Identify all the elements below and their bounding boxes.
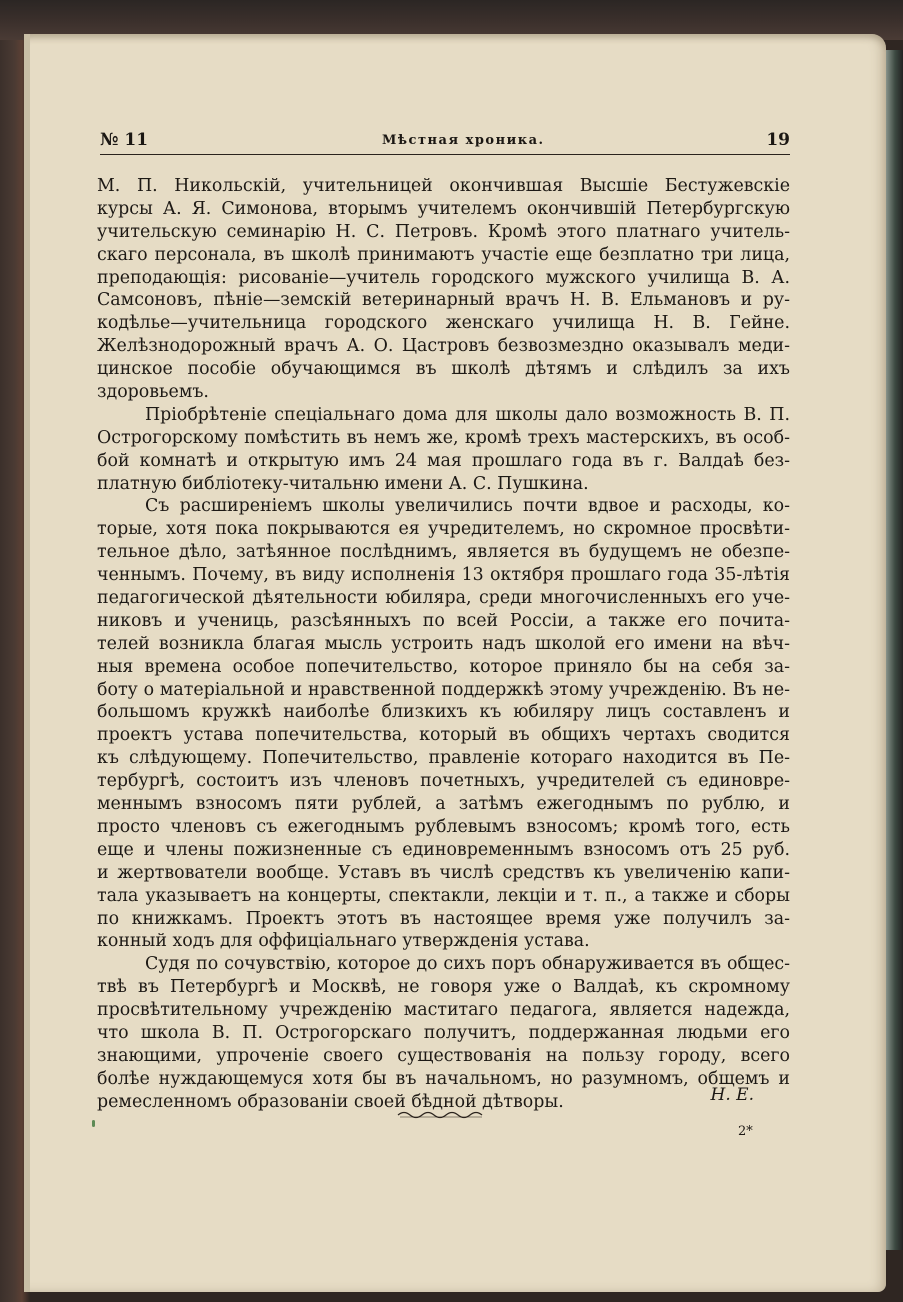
text-line: тельное дѣло, затѣянное послѣднимъ, является въ будущемъ не обезпе- bbox=[97, 542, 790, 563]
text-line: здоровьемъ. bbox=[97, 382, 209, 403]
text-line: по книжкамъ. Проектъ этотъ въ настоящее время уже получилъ за- bbox=[97, 908, 790, 929]
text-line: никовъ и учениць, разсѣянныхъ по всей Россіи, а также его почита- bbox=[97, 610, 790, 631]
section-title: Мѣстная хроника. bbox=[382, 133, 545, 148]
page-number: 19 bbox=[766, 130, 790, 150]
text-line: скаго персонала, въ школѣ принимаютъ участіе еще безплатно три лица, bbox=[97, 244, 790, 265]
text-line: тала указываетъ на концерты, спектакли, лекціи и т. п., а также и сборы bbox=[97, 885, 790, 906]
text-line: конный ходъ для оффиціальнаго утвержденія устава. bbox=[97, 931, 590, 952]
text-line: боту о матеріальной и нравственной поддержкѣ этому учрежденію. Въ не- bbox=[97, 679, 790, 700]
text-line: педагогической дѣятельности юбиляра, среди многочисленныхъ его уче- bbox=[97, 588, 790, 609]
text-line: цинское пособіе обучающимся въ школѣ дѣтямъ и слѣдилъ за ихъ bbox=[97, 359, 790, 380]
running-head bbox=[100, 128, 790, 154]
text-line: проектъ устава попечительства, который въ общихъ чертахъ сводится bbox=[97, 725, 790, 746]
text-line: Съ расширеніемъ школы увеличились почти вдвое и расходы, ко- bbox=[145, 496, 790, 517]
text-line: къ слѣдующему. Попечительство, правленіе котораго находится въ Пе- bbox=[97, 748, 790, 769]
page-stain bbox=[92, 1120, 95, 1127]
text-line: просвѣтительному учрежденію маститаго педагога, является надежда, bbox=[97, 1000, 790, 1021]
text-line: что школа В. П. Острогорскаго получитъ, поддержанная людьми его bbox=[97, 1022, 790, 1043]
text-line: еще и члены пожизненные съ единовременнымъ взносомъ отъ 25 руб. bbox=[97, 839, 790, 860]
text-line: ныя времена особое попечительство, которое приняло бы на себя за- bbox=[97, 656, 790, 677]
text-line: учительскую семинарію Н. С. Петровъ. Кромѣ этого платнаго учитель- bbox=[97, 221, 790, 242]
text-line: платную библіотеку-читальню имени А. С. Пушкина. bbox=[97, 473, 589, 494]
text-line: просто членовъ съ ежегоднымъ рублевымъ взносомъ; кромѣ того, есть bbox=[97, 816, 790, 837]
text-line: Самсоновъ, пѣніе—земскій ветеринарный врачъ Н. В. Ельмановъ и ру- bbox=[97, 290, 790, 311]
text-line: Желѣзнодорожный врачъ А. О. Цастровъ безвозмездно оказывалъ меди- bbox=[97, 336, 790, 357]
text-line: большомъ кружкѣ наиболѣе близкихъ къ юбиляру лицъ составленъ и bbox=[97, 702, 790, 723]
text-line: Пріобрѣтеніе спеціальнаго дома для школы дало возможность В. П. bbox=[145, 404, 790, 425]
decorative-wave-rule bbox=[396, 1109, 486, 1121]
author-initials: Н. Е. bbox=[710, 1085, 754, 1105]
text-line: М. П. Никольскій, учительницей окончившая Высшіе Бестужевскіе bbox=[97, 176, 790, 196]
text-line: твѣ въ Петербургѣ и Москвѣ, не говоря уже о Валдаѣ, къ скромному bbox=[97, 977, 790, 998]
signature-mark: 2* bbox=[738, 1124, 753, 1139]
article-body bbox=[97, 175, 790, 1114]
text-line: курсы А. Я. Симонова, вторымъ учителемъ окончившій Петербургскую bbox=[97, 198, 790, 219]
text-line: Острогорскому помѣстить въ немъ же, кромѣ трехъ мастерскихъ, въ особ- bbox=[97, 427, 790, 448]
text-line: ремесленномъ образованіи своей бѣдной дѣтворы. bbox=[97, 1091, 564, 1112]
text-line: тербургѣ, состоитъ изъ членовъ почетныхъ, учредителей съ единовре- bbox=[97, 771, 790, 792]
text-line: болѣе нуждающемуся хотя бы въ начальномъ, но разумномъ, общемъ и bbox=[97, 1068, 790, 1089]
header-rule bbox=[100, 154, 790, 155]
text-line: бой комнатѣ и открытую имъ 24 мая прошлаго года въ г. Валдаѣ без- bbox=[97, 450, 790, 471]
issue-number: № 11 bbox=[100, 130, 149, 150]
text-line: телей возникла благая мысль устроить надъ школой его имени на вѣч- bbox=[97, 633, 790, 654]
text-line: кодѣлье—учительница городского женскаго училища Н. В. Гейне. bbox=[97, 313, 790, 334]
text-line: знающими, упроченіе своего существованія на пользу городу, всего bbox=[97, 1045, 790, 1066]
text-line: преподающія: рисованіе—учитель городского мужского училища В. А. bbox=[97, 267, 790, 288]
text-line: меннымъ взносомъ пяти рублей, а затѣмъ ежегоднымъ по рублю, и bbox=[97, 794, 790, 815]
page-gutter bbox=[24, 34, 30, 1292]
text-line: ченнымъ. Почему, въ виду исполненія 13 октября прошлаго года 35-лѣтія bbox=[97, 565, 790, 586]
text-line: Судя по сочувствію, которое до сихъ поръ обнаруживается въ общес- bbox=[145, 954, 790, 975]
text-line: и жертвователи вообще. Уставъ въ числѣ средствъ къ увеличенію капи- bbox=[97, 862, 790, 883]
text-line: торые, хотя пока покрываются ея учредителемъ, но скромное просвѣти- bbox=[97, 519, 790, 540]
